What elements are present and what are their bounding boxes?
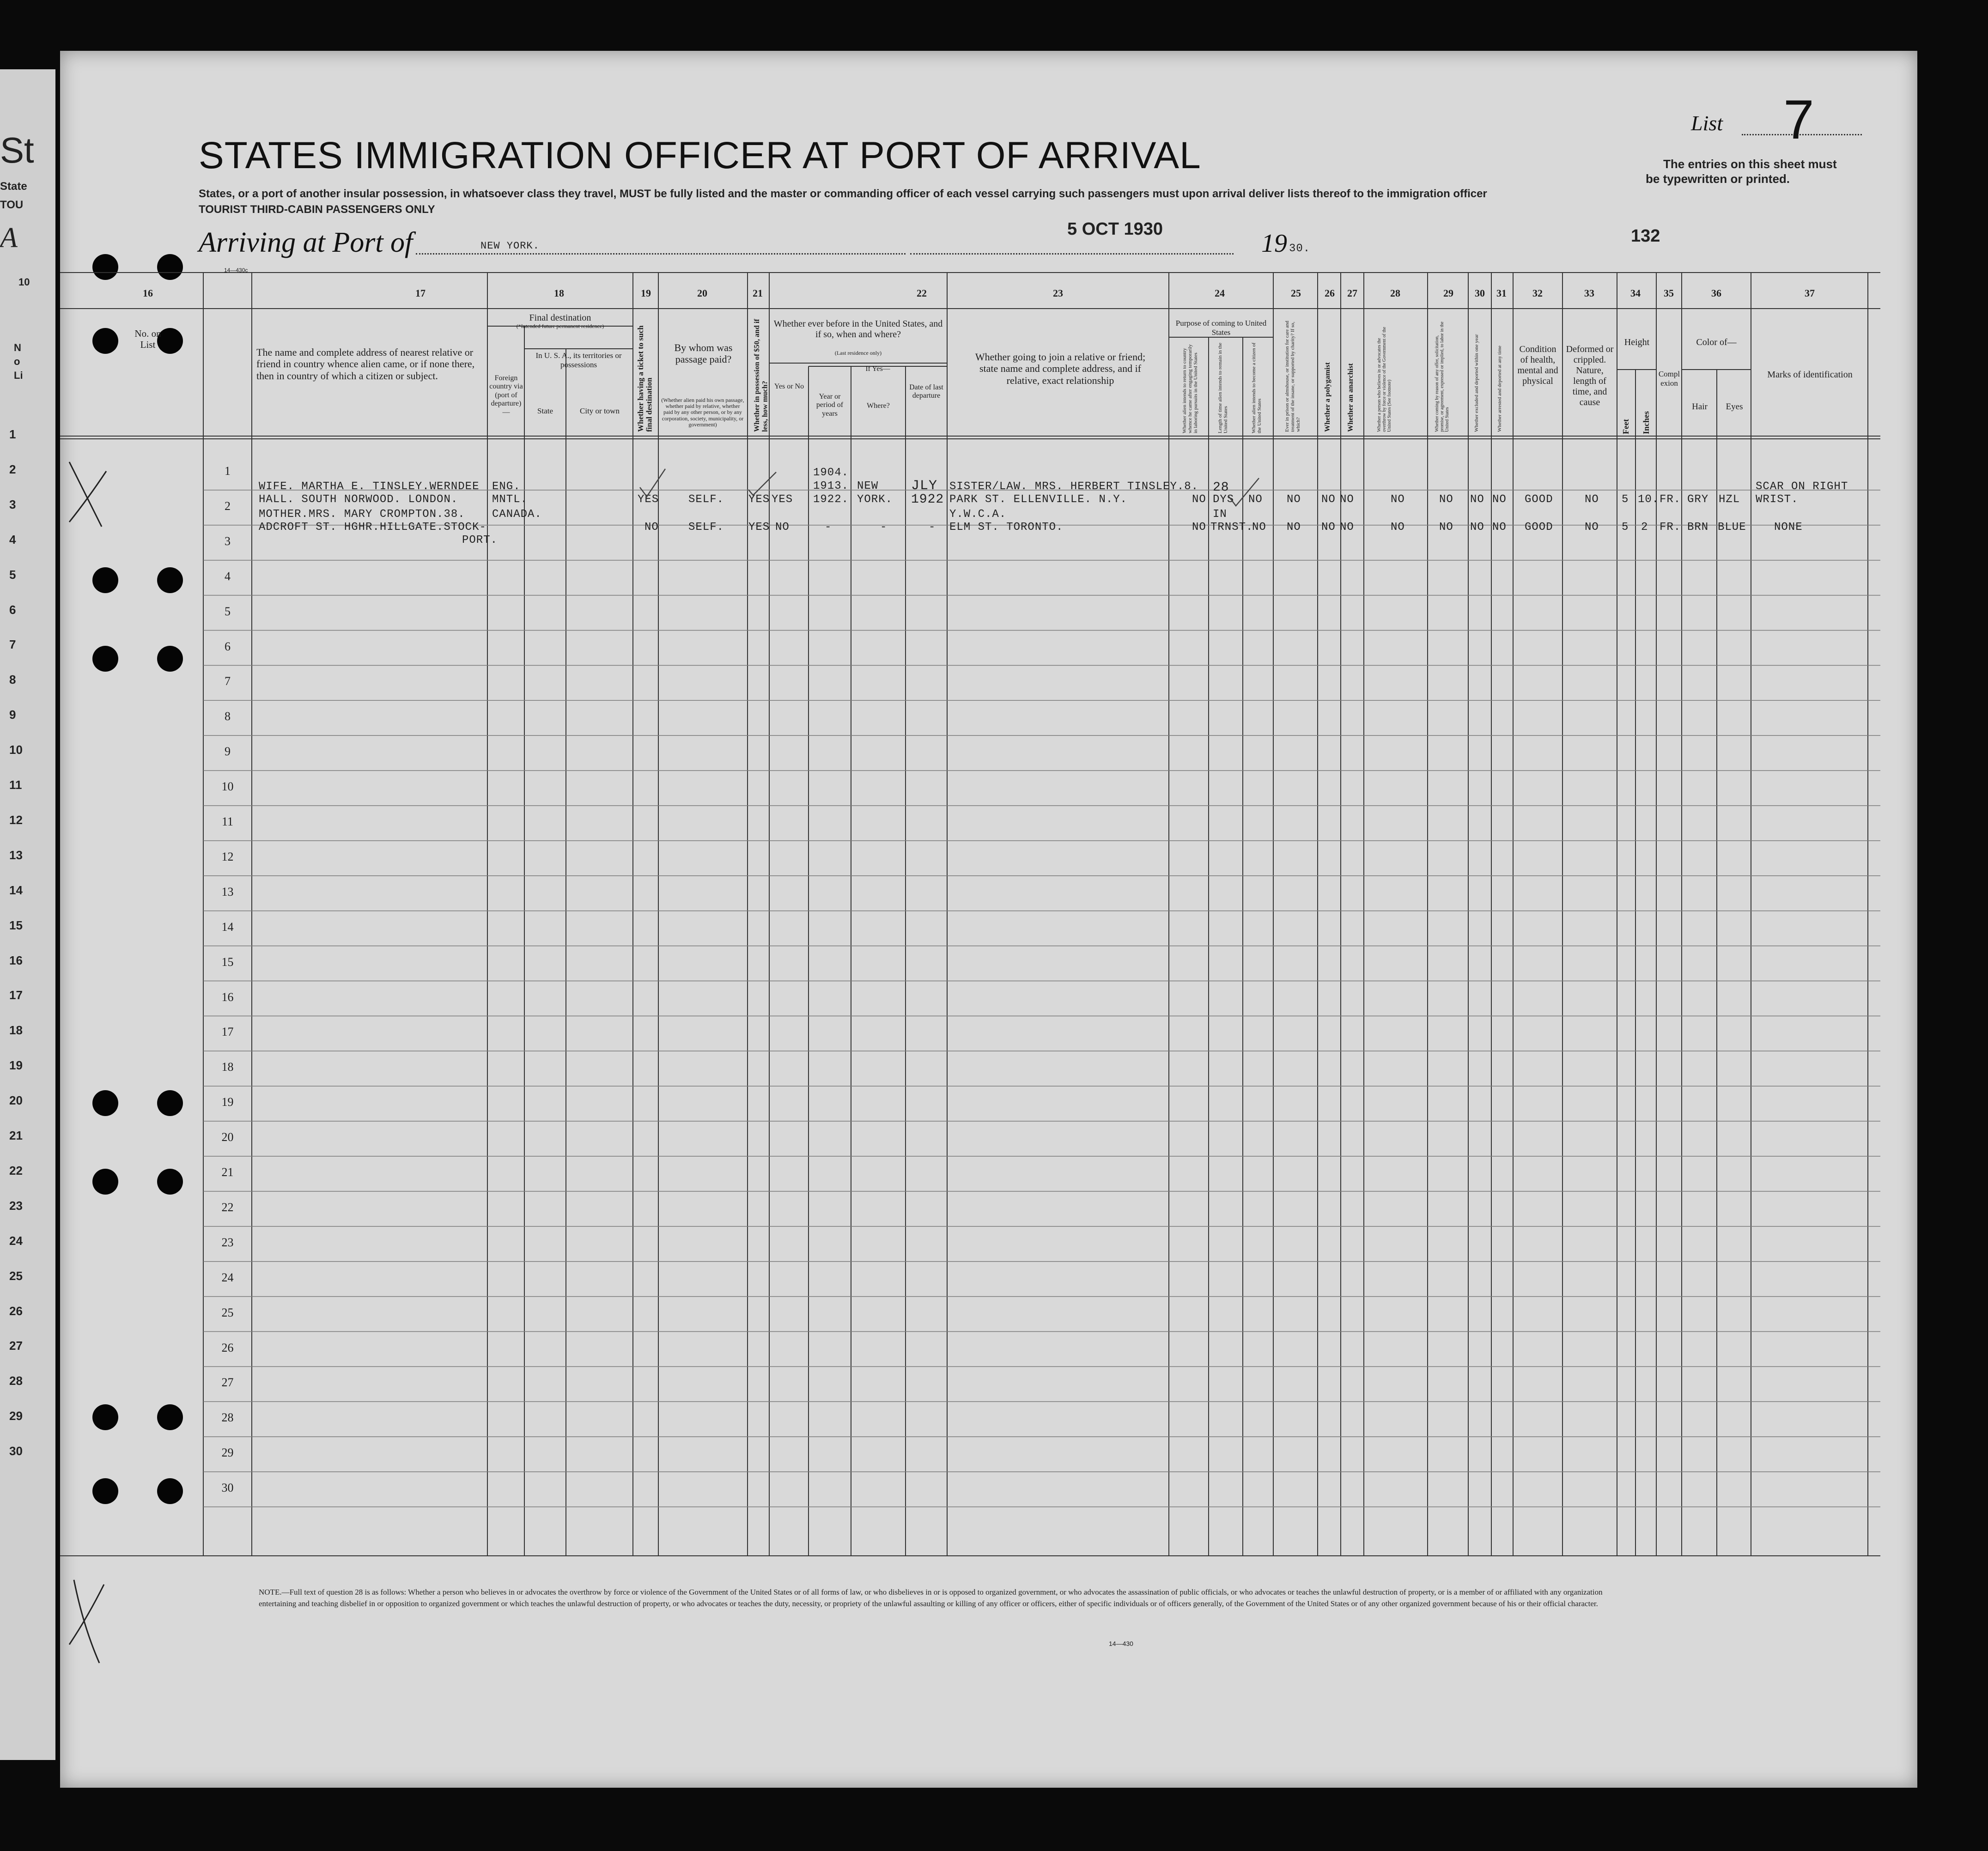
row-number: 13	[221, 885, 234, 898]
row-number: 2	[225, 499, 231, 513]
col17-header: The name and complete address of nearest relative or friend in country whence alien came, or if none there, then in country of which a citizen or subject.	[256, 346, 475, 382]
r2-overthrow: NO	[1391, 521, 1405, 534]
footnote-form-code: 14—430	[1109, 1640, 1133, 1647]
column-number: 34	[1630, 287, 1641, 299]
col34-header: Height	[1624, 337, 1650, 347]
col37-header: Marks of identification	[1767, 370, 1853, 380]
row-number: 22	[221, 1200, 234, 1214]
col27-header: Whether an anarchist	[1347, 363, 1355, 432]
col24-citizen-header: Whether alien intends to become a citizen of the United States	[1251, 342, 1263, 433]
r1-passage-paid: SELF.	[688, 493, 724, 506]
left-page-row-number: 26	[9, 1304, 23, 1318]
list-label: List	[1691, 111, 1723, 135]
column-number: 33	[1584, 287, 1594, 299]
r1-length-line1: 28	[1213, 480, 1229, 495]
sheet-number: 132	[1631, 226, 1660, 246]
left-page-row-number: 4	[9, 532, 16, 546]
r1-marks-line2: WRIST.	[1756, 493, 1799, 506]
left-page-row-number: 10	[9, 743, 23, 757]
column-number: 29	[1443, 287, 1453, 299]
left-page-fragment-text: o	[14, 356, 20, 367]
row-number: 11	[221, 815, 234, 828]
col18-foreign-header: Foreign country via (port of departure)—	[489, 374, 523, 416]
r1-labor-offer: NO	[1439, 493, 1453, 506]
column-number: 21	[753, 287, 763, 299]
r2-length-line1: IN	[1213, 508, 1227, 521]
row-number: 30	[221, 1481, 234, 1495]
row-number: 5	[225, 604, 231, 618]
col16-header: No. on List	[134, 328, 161, 351]
left-page-row-number: 18	[9, 1023, 23, 1038]
r2-where: -	[880, 521, 888, 534]
col32-header: Condition of health, mental and physical	[1517, 344, 1558, 386]
left-page-row-number: 14	[9, 883, 23, 897]
page-title: STATES IMMIGRATION OFFICER AT PORT OF ARRIVAL	[199, 134, 1201, 176]
column-number: 17	[415, 287, 426, 299]
r2-complexion: FR.	[1660, 521, 1681, 534]
r2-health: GOOD	[1525, 521, 1553, 534]
left-page-fragment	[0, 69, 55, 1760]
row-number: 1	[225, 464, 231, 478]
column-number: 23	[1053, 287, 1063, 299]
typewritten-note-line2: be typewritten or printed.	[1646, 172, 1790, 186]
row-number: 10	[221, 780, 234, 794]
left-page-row-number: 22	[9, 1163, 23, 1177]
col18-usa-header: In U. S. A., its territories or possessions	[535, 351, 622, 369]
col28-header: Whether a person who believes in or advocates the overthrow by force or violence of the Government of the United States (See footnote)	[1377, 327, 1392, 432]
column-number: 19	[641, 287, 651, 299]
check-marks	[60, 51, 1917, 1788]
r2-before-in-us: NO	[775, 521, 790, 534]
r2-joining-line1: Y.W.C.A.	[949, 508, 1007, 521]
col22-if-yes: If Yes—	[865, 365, 890, 373]
r1-joining-line1: SISTER/LAW. MRS. HERBERT TINSLEY.8.	[949, 480, 1199, 493]
typewritten-note-line1: The entries on this sheet must	[1663, 157, 1837, 171]
row-number: 16	[221, 990, 234, 1004]
col22-yes-no: Yes or No	[774, 382, 804, 390]
list-number: 7	[1783, 89, 1814, 151]
r2-height-inches: 2	[1641, 521, 1648, 534]
r1-marks-line1: SCAR ON RIGHT	[1756, 480, 1848, 493]
column-number: 35	[1664, 287, 1674, 299]
col26-header: Whether a polygamist	[1324, 362, 1331, 432]
col34-inches: Inches	[1641, 411, 1651, 434]
column-number: 28	[1390, 287, 1400, 299]
col35-header: Complexion	[1658, 370, 1680, 388]
col36-header: Color of—	[1696, 337, 1737, 347]
r1-prison: NO	[1287, 493, 1301, 506]
row-number: 8	[225, 710, 231, 723]
r2-anarchist: NO	[1340, 521, 1354, 534]
r1-port-of-departure: MNTL.	[492, 493, 528, 506]
r1-departure-month: JLY	[911, 478, 938, 494]
header-class-note: TOURIST THIRD-CABIN PASSENGERS ONLY	[199, 203, 435, 216]
col20-subheader: (Whether alien paid his own passage, whether paid by relative, whether paid by any other person, or by any corporation, society, municipality, or government)	[661, 397, 744, 428]
r1-excluded: NO	[1470, 493, 1484, 506]
row-number: 17	[221, 1025, 234, 1039]
r2-years: -	[825, 521, 832, 534]
r1-deformed: NO	[1585, 493, 1599, 506]
r2-departure-date: -	[929, 521, 936, 534]
check-mark	[748, 472, 776, 495]
row-number: 6	[225, 639, 231, 653]
col36-eyes: Eyes	[1726, 402, 1743, 412]
col34-feet: Feet	[1621, 419, 1630, 434]
left-page-row-number: 9	[9, 708, 16, 722]
left-page-fragment-text: 10	[18, 276, 30, 288]
row-number: 4	[225, 569, 231, 583]
row-number: 18	[221, 1060, 234, 1074]
row-number: 15	[221, 955, 234, 969]
row-number: 3	[225, 534, 231, 548]
col18-state-header: State	[537, 407, 553, 415]
year-suffix: 30.	[1289, 243, 1311, 255]
col22-header: Whether ever before in the United States, and if so, when and where?	[773, 319, 943, 340]
row-number: 27	[221, 1376, 234, 1390]
column-number: 37	[1805, 287, 1815, 299]
r1-where-line2: YORK.	[857, 493, 893, 506]
left-page-fragment-text: St	[0, 130, 34, 170]
column-number: 22	[917, 287, 927, 299]
col23-header: Whether going to join a relative or friend; state name and complete address, and if relative, exact relationship	[975, 351, 1146, 386]
r2-intends-citizen: NO	[1252, 521, 1266, 534]
column-number: 20	[697, 287, 707, 299]
r2-hair-color: BRN	[1687, 521, 1709, 534]
r1-where-line1: NEW	[857, 480, 879, 492]
column-number: 26	[1325, 287, 1335, 299]
left-page-fragment-text: State	[0, 180, 27, 193]
r1-departure-year: 1922	[911, 492, 944, 507]
r2-relative-line3: PORT.	[462, 534, 498, 546]
r1-length-line2: DYS	[1213, 493, 1234, 506]
r1-intends-citizen: NO	[1248, 493, 1263, 506]
left-page-row-number: 19	[9, 1058, 23, 1073]
column-number: 31	[1496, 287, 1507, 299]
r2-intends-return: NO	[1192, 521, 1206, 534]
left-page-row-number: 15	[9, 918, 23, 932]
r2-deported: NO	[1492, 521, 1507, 534]
column-number: 24	[1215, 287, 1225, 299]
r1-polygamist: NO	[1321, 493, 1336, 506]
col18-header: Final destination	[529, 313, 591, 323]
r1-ticket: YES	[638, 493, 659, 506]
col18-subheader: (*Intended future permanent residence)	[516, 323, 604, 329]
r1-relative-line1: WIFE. MARTHA E. TINSLEY.WERNDEE	[259, 480, 480, 493]
r1-complexion: FR.	[1660, 493, 1681, 506]
column-number: 16	[143, 287, 153, 299]
r2-relative-line2: ADCROFT ST. HGHR.HILLGATE.STOCK-	[259, 521, 486, 534]
column-number: 36	[1711, 287, 1721, 299]
left-page-fragment-text: Li	[14, 370, 23, 381]
row-number: 7	[225, 674, 231, 688]
row-number: 14	[221, 920, 234, 934]
r2-relative-line1: MOTHER.MRS. MARY CROMPTON.38.	[259, 508, 465, 521]
left-page-row-number: 25	[9, 1268, 23, 1283]
r2-possession-50: YES	[748, 521, 770, 534]
r1-years-line3: 1922.	[813, 493, 849, 506]
col22-year: Year or period of years	[816, 393, 844, 418]
r1-years-line2: 1913.	[813, 480, 849, 492]
left-page-row-number: 6	[9, 602, 16, 617]
header-instructions: States, or a port of another insular possession, in whatsoever class they travel, MUST be fully listed and the master or commanding officer of each vessel carrying such passengers must upon arrival deliver lists thereof to the immigration officer	[199, 188, 1487, 200]
r1-joining-line2: PARK ST. ELLENVILLE. N.Y.	[949, 493, 1128, 506]
r2-polygamist: NO	[1321, 521, 1336, 534]
r1-relative-line2: HALL. SOUTH NORWOOD. LONDON.	[259, 493, 458, 506]
r1-foreign-country: ENG.	[492, 480, 521, 493]
left-page-fragment-text: N	[14, 342, 21, 353]
left-page-row-number: 13	[9, 848, 23, 862]
col18-city-header: City or town	[580, 407, 620, 415]
r2-excluded: NO	[1470, 521, 1484, 534]
row-number: 20	[221, 1130, 234, 1144]
r1-intends-return: NO	[1192, 493, 1206, 506]
left-page-row-number: 24	[9, 1233, 23, 1248]
port-of-arrival: NEW YORK.	[480, 240, 540, 252]
left-page-row-number: 11	[9, 778, 22, 792]
r2-eye-color: BLUE	[1718, 521, 1746, 534]
left-page-fragment-text: TOU	[0, 199, 24, 211]
row-number: 24	[221, 1270, 234, 1284]
left-page-row-number: 12	[9, 813, 23, 827]
col22-where: Where?	[867, 402, 890, 410]
left-page-fragment-text: A	[0, 222, 18, 254]
left-page-row-number: 3	[9, 497, 16, 511]
manifest-sheet	[60, 51, 1917, 1788]
row-number: 26	[221, 1341, 234, 1354]
column-number: 32	[1532, 287, 1543, 299]
r2-labor-offer: NO	[1439, 521, 1453, 534]
left-page-row-number: 30	[9, 1444, 23, 1458]
left-page-row-number: 2	[9, 462, 16, 476]
left-page-row-number: 29	[9, 1409, 23, 1423]
col24-header: Purpose of coming to United States	[1175, 319, 1267, 337]
col22-date: Date of last departure	[909, 383, 943, 400]
r1-health: GOOD	[1525, 493, 1553, 506]
col22-subheader: (Last residence only)	[834, 350, 882, 356]
left-page-row-number: 5	[9, 567, 16, 582]
r1-before-in-us: YES	[772, 493, 793, 506]
row-number: 12	[221, 850, 234, 863]
r2-height-feet: 5	[1622, 521, 1629, 534]
left-page-row-number: 23	[9, 1198, 23, 1213]
left-page-row-number: 8	[9, 673, 16, 687]
col21-header: Whether in possession of $50, and if less, how much?	[753, 319, 769, 432]
col31-header: Whether arrested and deported at any time	[1497, 346, 1502, 432]
check-mark	[1229, 478, 1259, 506]
row-number: 29	[221, 1446, 234, 1460]
r1-anarchist: NO	[1340, 493, 1354, 506]
year-prefix: 19	[1261, 229, 1287, 258]
r2-passage-paid: SELF.	[688, 521, 724, 534]
r1-hair-color: GRY	[1687, 493, 1709, 506]
col36-hair: Hair	[1692, 402, 1708, 412]
r1-possession-50: YES	[748, 493, 770, 506]
arriving-label: Arriving at Port of	[199, 227, 413, 258]
r2-foreign-country: CANADA.	[492, 508, 542, 521]
r1-deported: NO	[1492, 493, 1507, 506]
left-page-row-number: 28	[9, 1374, 23, 1388]
column-number: 30	[1475, 287, 1485, 299]
r1-eye-color: HZL	[1719, 493, 1740, 506]
left-page-row-number: 16	[9, 953, 23, 967]
col25-header: Ever in prison or almshouse, or institution for care and treatment of the insane, or supported by charity? If so, which?	[1284, 321, 1301, 432]
left-page-row-number: 27	[9, 1339, 23, 1353]
row-number: 28	[221, 1411, 234, 1425]
col20-header: By whom was passage paid?	[674, 342, 733, 365]
col19-header: Whether having a ticket to such final destination	[636, 325, 654, 432]
left-page-row-number: 20	[9, 1093, 23, 1108]
r1-overthrow: NO	[1391, 493, 1405, 506]
col29-header: Whether coming by reason of any offer, solicitation, promise, or agreement, expressed or implied, to labor in the United States	[1435, 322, 1450, 432]
col30-header: Whether excluded and deported within one year	[1474, 334, 1479, 432]
col24-length-header: Length of time alien intends to remain in the United States	[1217, 342, 1229, 433]
col24-return-header: Whether alien intends to return to country whence he came after engaging temporarily in laboring pursuits in the United States	[1182, 344, 1199, 433]
r2-prison: NO	[1287, 521, 1301, 534]
row-number: 25	[221, 1305, 234, 1319]
left-page-row-number: 21	[9, 1129, 23, 1142]
column-number: 18	[554, 287, 564, 299]
row-number: 19	[221, 1095, 234, 1109]
r2-joining-line2: ELM ST. TORONTO.	[949, 521, 1064, 534]
left-page-row-number: 7	[9, 637, 16, 652]
r2-length-line2: TRNST.	[1210, 521, 1253, 534]
left-page-row-number: 17	[9, 988, 23, 1002]
row-number: 23	[221, 1235, 234, 1249]
column-number: 25	[1291, 287, 1301, 299]
column-number: 27	[1347, 287, 1357, 299]
check-mark	[640, 469, 665, 497]
form-code: 14—430c	[224, 267, 248, 273]
r1-height-feet: 5	[1622, 493, 1629, 506]
footnote-text: NOTE.—Full text of question 28 is as follows: Whether a person who believes in or advocates the overthrow by force or violence of the Government of the United States or of all forms of law, or who disbelieves in or is opposed to organized government, or who advocates the assassination of public officials, or who advocates or teaches the unlawful destruction of property, or is a member of or affiliated with any organization entertaining and teaching disbelief in or opposition to organized government or which teaches the unlawful destruction of property, or who advocates or teaches the duty, necessity, or propriety of the unlawful assaulting or killing of any officer or officers, either of specific individuals or of officers generally, of the Government of the United States or of any other organized government because of his or their official character.	[259, 1588, 1603, 1608]
date-stamp: 5 OCT 1930	[1067, 219, 1163, 239]
col33-header: Deformed or crippled. Nature, length of time, and cause	[1566, 344, 1614, 407]
row-number: 9	[225, 745, 231, 759]
row-number: 21	[221, 1165, 234, 1179]
r2-deformed: NO	[1585, 521, 1599, 534]
r2-ticket: NO	[644, 521, 659, 534]
r2-marks: NONE	[1774, 521, 1803, 534]
r1-height-inches: 10.	[1638, 493, 1660, 506]
left-page-row-number: 1	[9, 427, 16, 441]
r1-years-line1: 1904.	[813, 467, 849, 479]
